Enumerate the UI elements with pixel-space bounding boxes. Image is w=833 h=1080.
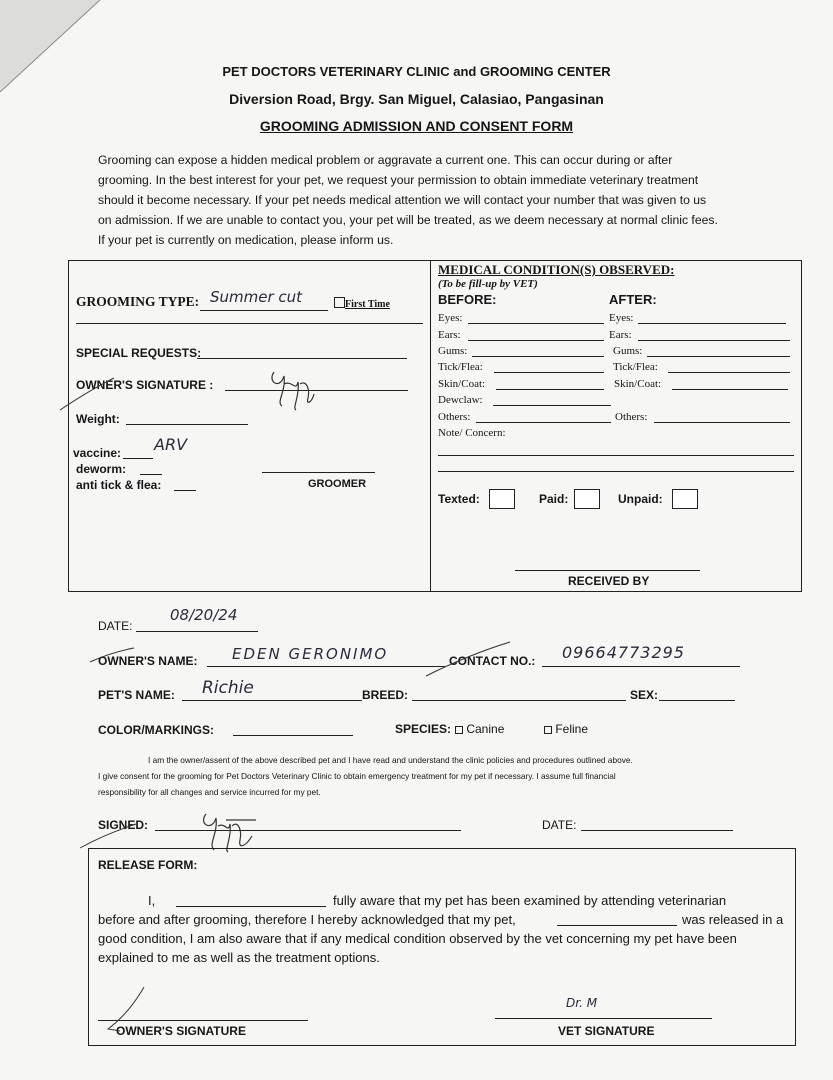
after-gums-label: Gums:	[613, 345, 643, 357]
vet-signature-label: VET SIGNATURE	[558, 1024, 655, 1038]
vet-initials: Dr. M	[566, 996, 598, 1010]
after-ears-line[interactable]	[638, 340, 790, 341]
groomer-line[interactable]	[262, 472, 375, 473]
owner-name-line[interactable]	[207, 666, 445, 667]
before-ears-label: Ears:	[438, 329, 461, 341]
before-others-label: Others:	[438, 411, 471, 423]
after-tick-label: Tick/Flea:	[613, 361, 658, 373]
vaccine-value[interactable]: ARV	[154, 435, 188, 454]
intro-line: If your pet is currently on medication, please inform us.	[98, 233, 394, 247]
release-line-4: explained to me as well as the treatment options.	[98, 950, 380, 965]
note-line-2[interactable]	[438, 471, 794, 472]
contact-line[interactable]	[542, 666, 740, 667]
note-label: Note/ Concern:	[438, 427, 506, 439]
before-ears-line[interactable]	[468, 340, 604, 341]
texted-label: Texted:	[438, 492, 480, 506]
consent-date-line[interactable]	[581, 830, 733, 831]
before-gums-line[interactable]	[472, 356, 604, 357]
after-others-label: Others:	[615, 411, 648, 423]
deworm-label: deworm:	[76, 462, 127, 476]
pet-name-line[interactable]	[182, 700, 362, 701]
before-eyes-label: Eyes:	[438, 312, 463, 324]
first-time-label: First Time	[345, 299, 390, 310]
folded-corner	[0, 0, 110, 100]
after-skin-line[interactable]	[672, 389, 788, 390]
after-gums-line[interactable]	[647, 356, 790, 357]
release-box	[88, 848, 796, 1046]
signed-label: SIGNED:	[98, 818, 149, 832]
deworm-line[interactable]	[140, 474, 162, 475]
grooming-type-line	[200, 310, 328, 311]
checkbox-icon[interactable]	[544, 726, 552, 734]
after-ears-label: Ears:	[609, 329, 632, 341]
after-label: AFTER:	[609, 292, 657, 307]
consent-line-3: responsibility for all changes and service incurred for my pet.	[98, 787, 321, 797]
clinic-address: Diversion Road, Brgy. San Miguel, Calasiao, Pangasinan	[229, 91, 604, 107]
texted-checkbox[interactable]	[489, 489, 515, 509]
before-skin-label: Skin/Coat:	[438, 378, 486, 390]
release-name-line[interactable]	[176, 906, 326, 907]
before-gums-label: Gums:	[438, 345, 468, 357]
before-dewclaw-label: Dewclaw:	[438, 394, 483, 406]
box-divider	[430, 260, 431, 591]
anti-tick-line[interactable]	[174, 490, 196, 491]
unpaid-label: Unpaid:	[618, 492, 663, 506]
form-title: GROOMING ADMISSION AND CONSENT FORM	[259, 118, 574, 134]
consent-line-2: I give consent for the grooming for Pet Doctors Veterinary Clinic to obtain emergency treatment for my pet if necessary. I assume full financial	[98, 771, 616, 781]
after-skin-label: Skin/Coat:	[614, 378, 662, 390]
release-line-2-start: before and after grooming, therefore I hereby acknowledged that my pet,	[98, 912, 516, 927]
release-title: RELEASE FORM:	[98, 858, 198, 872]
pen-stroke-mark	[78, 820, 138, 850]
medical-subtitle: (To be fill-up by VET)	[438, 278, 538, 290]
owner-name-value[interactable]: EDEN GERONIMO	[232, 645, 389, 663]
intro-line: on admission. If we are unable to contact you, your pet will be treated, as we deem necessary at normal clinic fees.	[98, 213, 718, 227]
pet-name-value[interactable]: Richie	[202, 678, 254, 698]
grooming-extra-line	[76, 323, 423, 324]
canine-option[interactable]	[455, 722, 504, 736]
received-by-line[interactable]	[515, 570, 700, 571]
owner-signature-mark	[262, 362, 322, 412]
consent-line-1: I am the owner/assent of the above described pet and I have read and understand the clinic policies and procedures outlined above.	[148, 755, 633, 765]
release-pet-line[interactable]	[557, 925, 677, 926]
before-dewclaw-line[interactable]	[493, 405, 611, 406]
feline-option[interactable]	[544, 722, 588, 736]
grooming-type-label: GROOMING TYPE:	[76, 294, 200, 309]
pen-stroke-mark	[58, 368, 118, 418]
after-eyes-line[interactable]	[638, 323, 786, 324]
groomer-label: GROOMER	[308, 478, 367, 490]
sex-line[interactable]	[659, 700, 735, 701]
checkbox-icon[interactable]	[455, 726, 463, 734]
contact-value[interactable]: 09664773295	[562, 643, 685, 662]
date-line[interactable]	[136, 631, 258, 632]
date-label: DATE:	[98, 619, 133, 633]
release-line-1: fully aware that my pet has been examined by attending veterinarian	[333, 893, 727, 908]
release-owner-signature-label: OWNER'S SIGNATURE	[116, 1024, 246, 1038]
pen-stroke-mark	[100, 985, 150, 1035]
special-requests-line[interactable]	[197, 358, 407, 359]
canine-label: Canine	[466, 722, 505, 736]
species-label: SPECIES:	[395, 722, 452, 736]
medical-title: MEDICAL CONDITION(S) OBSERVED:	[438, 262, 675, 277]
vaccine-label: vaccine:	[73, 446, 122, 460]
before-skin-line[interactable]	[496, 389, 604, 390]
first-time-checkbox[interactable]	[334, 297, 390, 310]
special-requests-label: SPECIAL REQUESTS:	[76, 346, 202, 360]
date-value[interactable]: 08/20/24	[170, 606, 238, 624]
before-tick-line[interactable]	[494, 372, 604, 373]
owner-name-label: OWNER'S NAME:	[98, 654, 198, 668]
intro-line: Grooming can expose a hidden medical problem or aggravate a current one. This can occur during or after	[98, 153, 673, 167]
before-others-line[interactable]	[476, 422, 611, 423]
feline-label: Feline	[555, 722, 589, 736]
vet-signature-line[interactable]	[495, 1018, 712, 1019]
intro-line: should it become necessary. If your pet needs medical attention we will contact your number that was given to us	[98, 193, 707, 207]
clinic-name: PET DOCTORS VETERINARY CLINIC and GROOMING CENTER	[222, 64, 611, 79]
after-tick-line[interactable]	[668, 372, 790, 373]
after-eyes-label: Eyes:	[609, 312, 634, 324]
consent-date-label: DATE:	[542, 818, 577, 832]
before-tick-label: Tick/Flea:	[438, 361, 483, 373]
pen-stroke-mark	[88, 646, 138, 666]
breed-line[interactable]	[412, 700, 626, 701]
weight-line[interactable]	[126, 424, 248, 425]
paid-checkbox[interactable]	[574, 489, 600, 509]
before-eyes-line[interactable]	[468, 323, 604, 324]
release-i: I,	[148, 893, 156, 908]
breed-label: BREED:	[362, 688, 409, 702]
weight-label: Weight:	[76, 412, 120, 426]
color-label: COLOR/MARKINGS:	[98, 723, 214, 737]
owner-signature-label: OWNER'S SIGNATURE :	[76, 378, 214, 392]
paid-label: Paid:	[539, 492, 569, 506]
received-by-label: RECEIVED BY	[568, 574, 650, 588]
unpaid-checkbox[interactable]	[672, 489, 698, 509]
anti-tick-label: anti tick & flea:	[76, 478, 162, 492]
release-line-3: good condition, I am also aware that if any medical condition observed by the vet concerning my pet have been	[98, 931, 737, 946]
grooming-type-value[interactable]: Summer cut	[210, 288, 303, 306]
release-line-2-end: was released in a	[682, 912, 784, 927]
intro-line: grooming. In the best interest for your pet, we request your permission to obtain immediate veterinary treatment	[98, 173, 699, 187]
before-label: BEFORE:	[438, 292, 497, 307]
pen-stroke-mark	[424, 640, 514, 680]
sex-label: SEX:	[630, 688, 659, 702]
contact-label: CONTACT NO.:	[449, 654, 536, 668]
intro-paragraph	[98, 150, 748, 250]
pet-name-label: PET'S NAME:	[98, 688, 175, 702]
checkbox-icon[interactable]	[334, 297, 345, 308]
after-others-line[interactable]	[654, 422, 790, 423]
vaccine-line[interactable]	[123, 458, 153, 459]
color-line[interactable]	[233, 735, 353, 736]
note-line-1[interactable]	[438, 455, 794, 456]
